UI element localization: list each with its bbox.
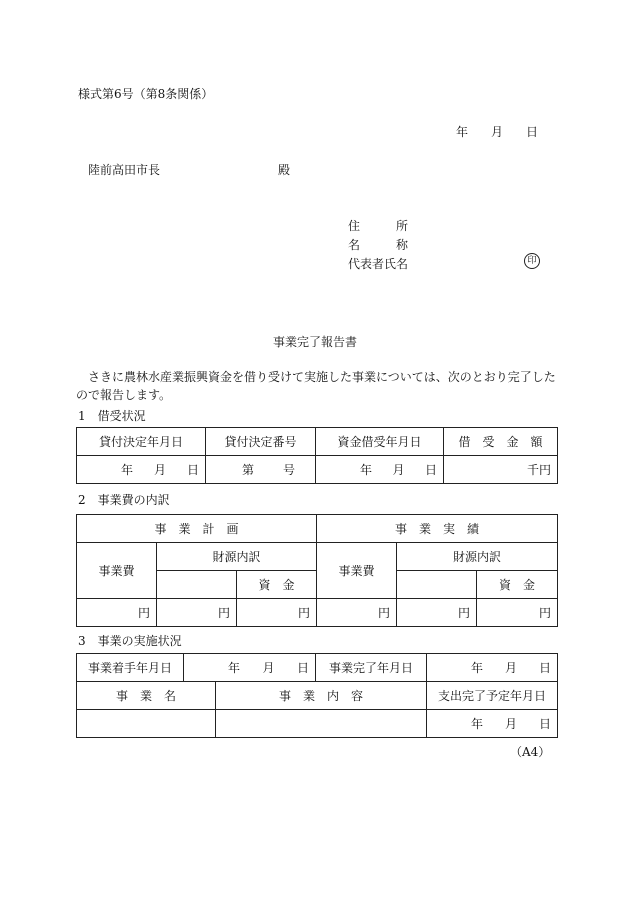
paper-size: （A4）: [510, 745, 551, 759]
result-other-source-header: [397, 571, 477, 599]
plan-fund-header: 資 金: [237, 571, 317, 599]
cost-breakdown-table: [76, 514, 558, 627]
loan-status-table: [76, 427, 558, 484]
payment-date-cell: 年 月 日: [427, 710, 558, 738]
implementation-table: [76, 653, 558, 738]
year-label: 年: [456, 125, 469, 139]
cell-loan-amount: 千円: [444, 456, 558, 484]
result-fund-header: 資 金: [477, 571, 558, 599]
plan-header: 事 業 計 画: [77, 515, 317, 543]
plan-fund-cell: 円: [237, 599, 317, 627]
form-number: 様式第6号（第8条関係）: [78, 87, 214, 101]
plan-cost-cell: 円: [77, 599, 157, 627]
cell-loan-decision-date: 年 月 日: [77, 456, 206, 484]
day-label: 日: [525, 125, 538, 139]
section3-heading: 3 事業の実施状況: [78, 634, 182, 648]
intro-line-2: ので報告します。: [76, 388, 172, 402]
plan-breakdown-header: 財源内訳: [157, 543, 317, 571]
section1-heading: 1 借受状況: [78, 409, 146, 423]
honorific: 殿: [278, 163, 291, 177]
start-date-label: 事業着手年月日: [77, 654, 184, 682]
project-content-header: 事 業 内 容: [216, 682, 427, 710]
seal-mark: 印: [524, 253, 540, 269]
section2-heading: 2 事業費の内訳: [78, 493, 170, 507]
project-content-cell: [216, 710, 427, 738]
plan-other-source-cell: 円: [157, 599, 237, 627]
header-loan-decision-date: 貸付決定年月日: [77, 428, 206, 456]
intro-line-1: さきに農林水産業振興資金を借り受けて実施した事業については、次のとおり完了した: [88, 370, 556, 384]
end-date-label: 事業完了年月日: [316, 654, 427, 682]
address-label: 住 所: [348, 219, 408, 233]
cell-loan-decision-number: 第 号: [206, 456, 316, 484]
payment-date-header: 支出完了予定年月日: [427, 682, 558, 710]
result-fund-cell: 円: [477, 599, 558, 627]
result-cost-cell: 円: [317, 599, 397, 627]
representative-label: 代表者氏名: [348, 257, 409, 271]
header-loan-amount: 借 受 金 額: [444, 428, 558, 456]
addressee: 陸前高田市長: [88, 163, 161, 177]
report-date: [456, 123, 538, 140]
document-title: 事業完了報告書: [272, 335, 357, 349]
result-cost-header: 事業費: [317, 543, 397, 599]
header-loan-decision-number: 貸付決定番号: [206, 428, 316, 456]
plan-cost-header: 事業費: [77, 543, 157, 599]
project-name-header: 事 業 名: [77, 682, 216, 710]
plan-other-source-header: [157, 571, 237, 599]
result-header: 事 業 実 績: [317, 515, 558, 543]
header-loan-receipt-date: 資金借受年月日: [316, 428, 444, 456]
month-label: 月: [490, 125, 503, 139]
project-name-cell: [77, 710, 216, 738]
cell-loan-receipt-date: 年 月 日: [316, 456, 444, 484]
end-date-cell: 年 月 日: [427, 654, 558, 682]
start-date-cell: 年 月 日: [184, 654, 316, 682]
name-label: 名 称: [348, 238, 408, 252]
result-other-source-cell: 円: [397, 599, 477, 627]
result-breakdown-header: 財源内訳: [397, 543, 558, 571]
